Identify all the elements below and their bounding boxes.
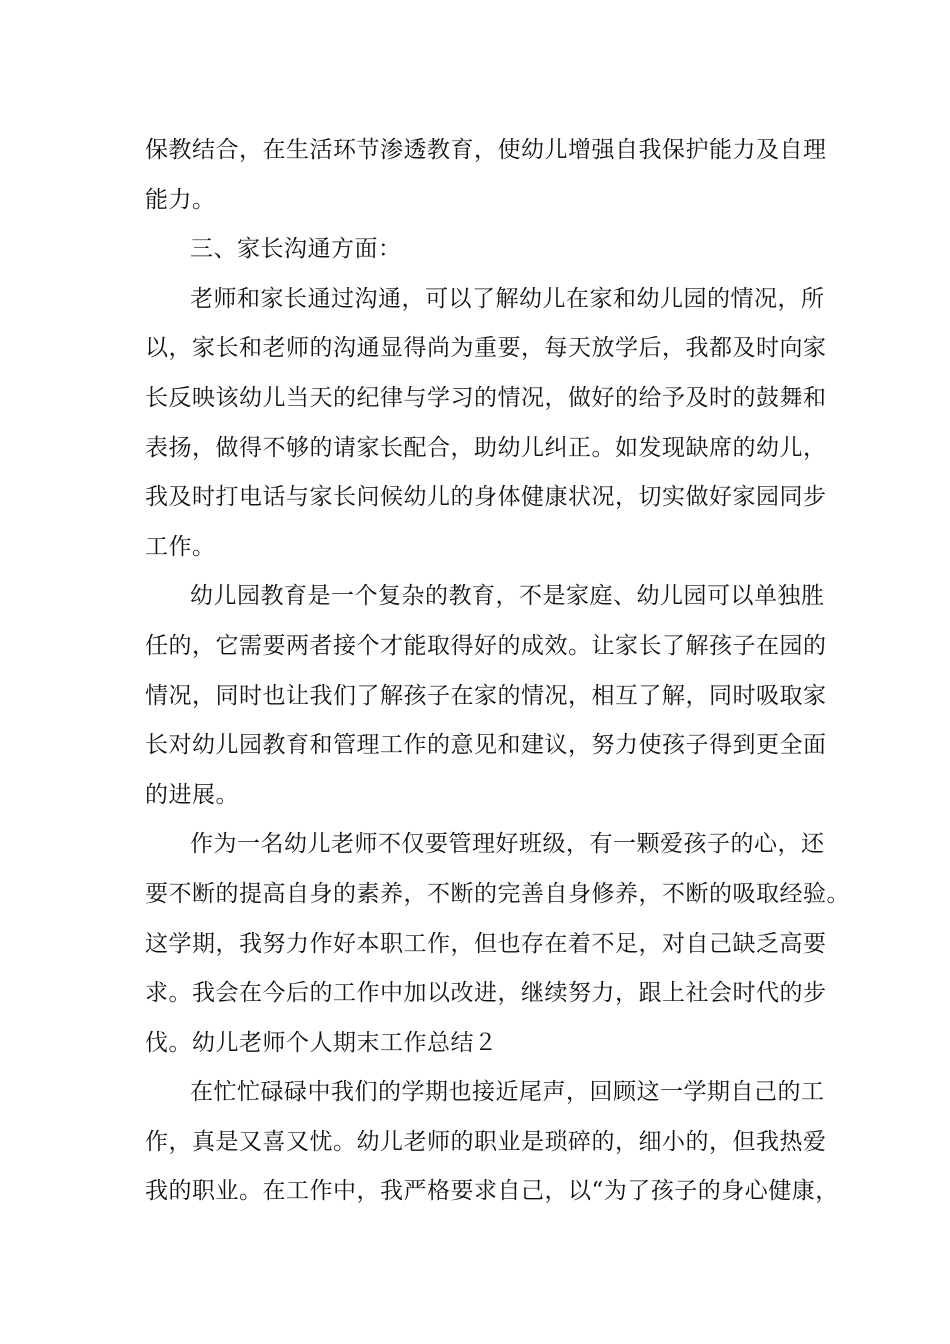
text-line: 求。我会在今后的工作中加以改进，继续努力，跟上社会时代的步 [145,980,827,1007]
text-line: 能力。 [145,186,216,213]
text-line: 这学期，我努力作好本职工作，但也存在着不足，对自己缺乏高要 [145,930,827,957]
text-line: 幼儿园教育是一个复杂的教育，不是家庭、幼儿园可以单独胜 [190,583,825,610]
text-line: 在忙忙碌碌中我们的学期也接近尾声，回顾这一学期自己的工 [190,1079,825,1106]
text-line: 我的职业。在工作中，我严格要求自己，以“为了孩子的身心健康， [145,1178,839,1205]
text-line: 工作。 [145,533,216,560]
text-line: 作为一名幼儿老师不仅要管理好班级，有一颗爱孩子的心，还 [190,831,825,858]
text-line: 长反映该幼儿当天的纪律与学习的情况，做好的给予及时的鼓舞和 [145,384,827,411]
text-line: 老师和家长通过沟通，可以了解幼儿在家和幼儿园的情况，所 [190,285,825,312]
text-line: 任的，它需要两者接个才能取得好的成效。让家长了解孩子在园的 [145,632,827,659]
text-line: 保教结合，在生活环节渗透教育，使幼儿增强自我保护能力及自理 [145,137,827,163]
text-line: 情况，同时也让我们了解孩子在家的情况，相互了解，同时吸取家 [145,682,827,709]
text-line: 作，真是又喜又忧。幼儿老师的职业是琐碎的，细小的，但我热爱 [145,1128,827,1155]
text-line: 以，家长和老师的沟通显得尚为重要，每天放学后，我都及时向家 [145,335,827,362]
text-line: 我及时打电话与家长问候幼儿的身体健康状况，切实做好家园同步 [145,484,827,511]
text-line: 的进展。 [145,781,239,808]
text-line: 长对幼儿园教育和管理工作的意见和建议，努力使孩子得到更全面 [145,732,827,759]
text-line: 表扬，做得不够的请家长配合，助幼儿纠正。如发现缺席的幼儿， [145,434,827,461]
text-line: 伐。幼儿老师个人期末工作总结２ [145,1029,498,1056]
document-page [145,126,850,1217]
text-line: 要不断的提高自身的素养，不断的完善自身修养，不断的吸取经验。 [145,880,850,907]
section-heading: 三、家长沟通方面： [190,236,402,263]
